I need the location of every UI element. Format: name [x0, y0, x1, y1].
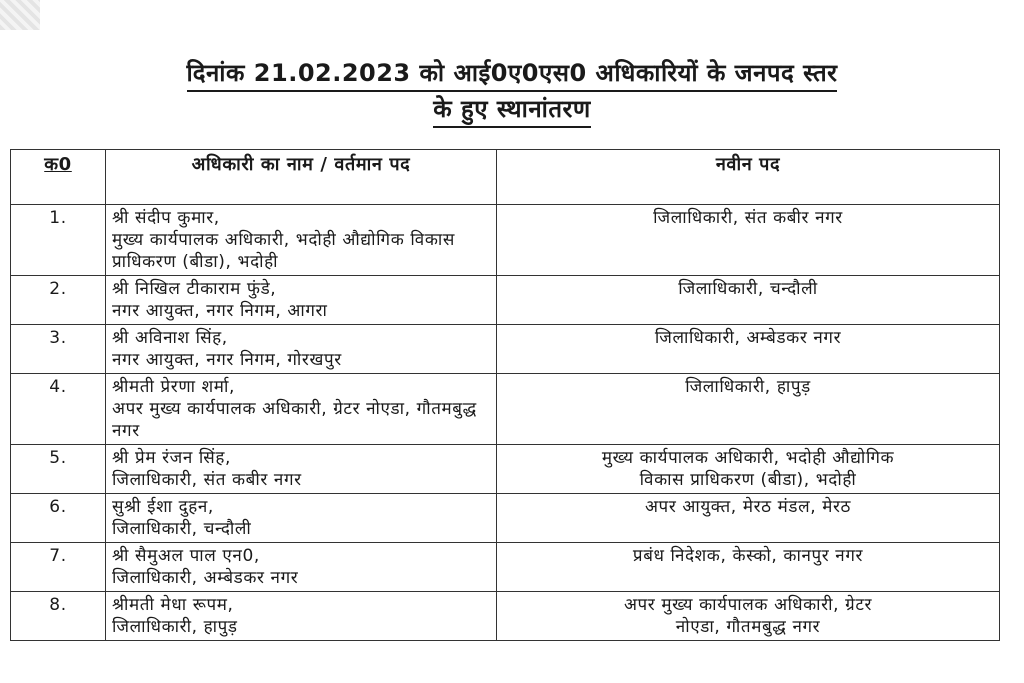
- row-new-post: [497, 445, 1000, 494]
- row-officer: [106, 445, 497, 494]
- row-serial: 4.: [11, 374, 106, 445]
- title-line-1: दिनांक 21.02.2023 को आई0ए0एस0 अधिकारियों के जनपद स्तर: [187, 56, 838, 92]
- row-new-post: [497, 276, 1000, 325]
- officer-current-post: अपर मुख्य कार्यपालक अधिकारी, ग्रेटर नोएडा, गौतमबुद्ध नगर: [112, 399, 477, 441]
- row-officer: [106, 592, 497, 641]
- header-row: [11, 150, 1000, 205]
- officer-current-post: जिलाधिकारी, हापुड़: [112, 617, 238, 637]
- table-row: [11, 445, 1000, 494]
- corner-artifact: [0, 0, 40, 30]
- row-officer: [106, 374, 497, 445]
- officer-name: श्रीमती मेधा रूपम,: [112, 595, 234, 615]
- officer-name: श्री अविनाश सिंह,: [112, 328, 228, 348]
- officer-name: श्री प्रेम रंजन सिंह,: [112, 448, 232, 468]
- row-serial: 2.: [11, 276, 106, 325]
- table-header: [11, 150, 1000, 205]
- officer-current-post: जिलाधिकारी, चन्दौली: [112, 519, 252, 539]
- new-post-line: अपर आयुक्त, मेरठ मंडल, मेरठ: [644, 497, 852, 517]
- new-post-line-2: नोएडा, गौतमबुद्ध नगर: [675, 617, 821, 637]
- header-serial: [11, 150, 106, 205]
- table-row: [11, 494, 1000, 543]
- table-row: [11, 325, 1000, 374]
- header-name: [106, 150, 497, 205]
- row-new-post: [497, 494, 1000, 543]
- officer-current-post: नगर आयुक्त, नगर निगम, आगरा: [112, 301, 328, 321]
- officer-name: श्री निखिल टीकाराम फुंडे,: [112, 279, 277, 299]
- row-new-post: [497, 543, 1000, 592]
- transfer-table: [10, 149, 1000, 641]
- row-serial: 5.: [11, 445, 106, 494]
- officer-name: श्री सैमुअल पाल एन0,: [112, 546, 260, 566]
- new-post-line: जिलाधिकारी, संत कबीर नगर: [653, 208, 843, 228]
- table-row: [11, 205, 1000, 276]
- officer-current-post: जिलाधिकारी, संत कबीर नगर: [112, 470, 302, 490]
- new-post-line-2: विकास प्राधिकरण (बीडा), भदोही: [639, 470, 857, 490]
- officer-current-post: मुख्य कार्यपालक अधिकारी, भदोही औद्योगिक विकास प्राधिकरण (बीडा), भदोही: [112, 230, 455, 272]
- row-new-post: [497, 374, 1000, 445]
- new-post-line: प्रबंध निदेशक, केस्को, कानपुर नगर: [632, 546, 864, 566]
- table-row: [11, 374, 1000, 445]
- row-officer: [106, 494, 497, 543]
- new-post-line: मुख्य कार्यपालक अधिकारी, भदोही औद्योगिक: [601, 448, 895, 468]
- header-new-post-label: नवीन पद: [715, 154, 781, 175]
- new-post-line: जिलाधिकारी, चन्दौली: [678, 279, 818, 299]
- officer-name: श्री संदीप कुमार,: [112, 208, 220, 228]
- header-name-label: अधिकारी का नाम / वर्तमान पद: [191, 154, 411, 175]
- header-serial-label: क0: [44, 154, 72, 175]
- table-body: [11, 205, 1000, 641]
- officer-name: श्रीमती प्रेरणा शर्मा,: [112, 377, 235, 397]
- row-officer: [106, 205, 497, 276]
- row-serial: 1.: [11, 205, 106, 276]
- new-post-line: अपर मुख्य कार्यपालक अधिकारी, ग्रेटर: [623, 595, 873, 615]
- row-officer: [106, 325, 497, 374]
- row-new-post: [497, 592, 1000, 641]
- row-serial: 8.: [11, 592, 106, 641]
- officer-current-post: नगर आयुक्त, नगर निगम, गोरखपुर: [112, 350, 342, 370]
- row-serial: 7.: [11, 543, 106, 592]
- document-title: [0, 56, 1024, 128]
- row-officer: [106, 276, 497, 325]
- row-serial: 6.: [11, 494, 106, 543]
- officer-name: सुश्री ईशा दुहन,: [112, 497, 214, 517]
- table-row: [11, 543, 1000, 592]
- new-post-line: जिलाधिकारी, हापुड़: [685, 377, 811, 397]
- header-new-post: [497, 150, 1000, 205]
- new-post-line: जिलाधिकारी, अम्बेडकर नगर: [654, 328, 842, 348]
- table-row: [11, 592, 1000, 641]
- row-officer: [106, 543, 497, 592]
- title-line-2: के हुए स्थानांतरण: [433, 92, 590, 128]
- row-serial: 3.: [11, 325, 106, 374]
- officer-current-post: जिलाधिकारी, अम्बेडकर नगर: [112, 568, 299, 588]
- row-new-post: [497, 325, 1000, 374]
- row-new-post: [497, 205, 1000, 276]
- table-row: [11, 276, 1000, 325]
